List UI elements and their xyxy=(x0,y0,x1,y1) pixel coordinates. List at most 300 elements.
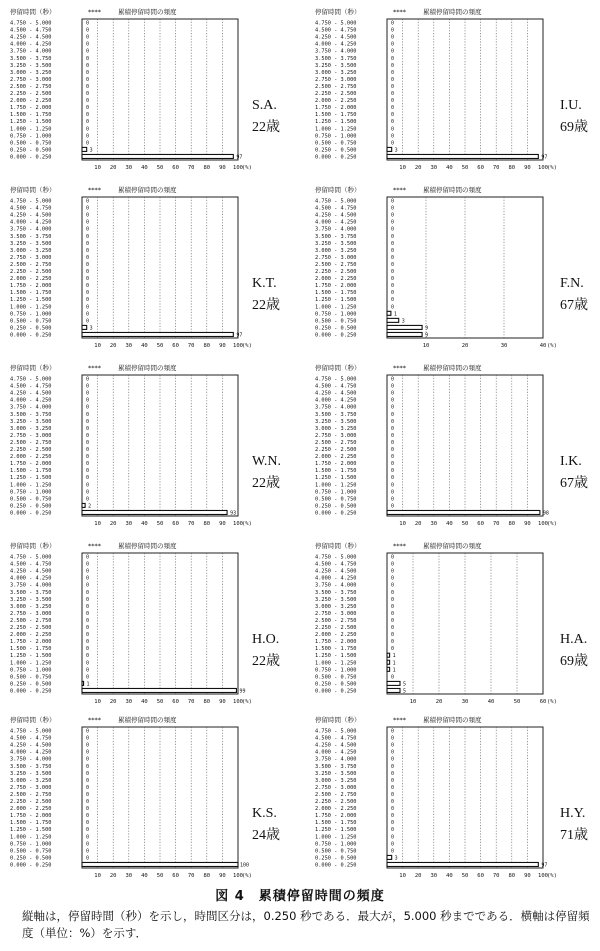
y-tick-label: 2.500 - 2.750 xyxy=(10,261,52,268)
y-tick-label: 4.250 - 4.500 xyxy=(10,34,52,41)
bar-value-label: 0 xyxy=(86,425,90,432)
x-tick-label: 40 xyxy=(446,521,453,527)
y-axis-label: 停留時間（秒） xyxy=(315,186,361,194)
x-unit-label: (%) xyxy=(547,873,557,879)
stars-mark: **** xyxy=(393,186,406,194)
y-tick-label: 0.000 - 0.250 xyxy=(315,862,357,869)
y-tick-label: 3.000 - 3.250 xyxy=(10,69,52,76)
x-tick-label: 90 xyxy=(219,873,226,879)
x-tick-label: 20 xyxy=(461,343,469,349)
dwell-time-chart xyxy=(313,361,600,539)
y-tick-label: 4.500 - 4.750 xyxy=(315,27,357,34)
x-tick-label: 30 xyxy=(461,699,469,705)
subject-label xyxy=(560,95,588,139)
y-tick-label: 1.250 - 1.500 xyxy=(10,475,52,482)
bar-value-label: 0 xyxy=(391,304,395,311)
bar-value-label: 0 xyxy=(391,205,395,212)
x-tick-label: 100 xyxy=(233,699,243,705)
subject-age: 69歳 xyxy=(560,120,588,135)
bar-value-label: 0 xyxy=(86,589,90,596)
bar-value-label: 0 xyxy=(86,27,90,34)
y-tick-label: 2.250 - 2.500 xyxy=(10,625,52,632)
bar-value-label: 5 xyxy=(403,681,407,688)
x-tick-label: 60 xyxy=(539,699,547,705)
bar-value-label: 0 xyxy=(391,425,395,432)
bar-value-label: 0 xyxy=(391,827,395,834)
bar-value-label: 0 xyxy=(391,770,395,777)
y-tick-label: 2.000 - 2.250 xyxy=(10,632,52,639)
bar-value-label: 3 xyxy=(394,855,398,862)
bar-value-label: 0 xyxy=(86,254,90,261)
bar-value-label: 0 xyxy=(86,383,90,390)
bar-value-label: 0 xyxy=(391,119,395,126)
bar-value-label: 97 xyxy=(236,332,243,339)
y-axis-label: 停留時間（秒） xyxy=(315,364,361,372)
bar-value-label: 0 xyxy=(391,41,395,48)
y-tick-label: 0.000 - 0.250 xyxy=(10,688,52,695)
y-tick-label: 1.750 - 2.000 xyxy=(315,105,357,112)
y-tick-label: 4.000 - 4.250 xyxy=(315,397,357,404)
y-tick-label: 2.000 - 2.250 xyxy=(10,98,52,105)
x-tick-label: 90 xyxy=(219,699,226,705)
x-tick-label: 60 xyxy=(172,521,179,527)
x-tick-label: 10 xyxy=(94,521,101,527)
bar xyxy=(82,862,238,866)
stars-mark: **** xyxy=(393,542,406,550)
bar-value-label: 97 xyxy=(236,154,243,161)
x-tick-label: 100 xyxy=(233,521,243,527)
bar-value-label: 0 xyxy=(391,212,395,219)
bar-value-label: 0 xyxy=(391,646,395,653)
bar-value-label: 0 xyxy=(391,83,395,90)
bar-value-label: 0 xyxy=(391,791,395,798)
bar-value-label: 0 xyxy=(391,133,395,140)
bar-value-label: 0 xyxy=(391,639,395,646)
y-tick-label: 0.500 - 0.750 xyxy=(315,848,357,855)
bar-value-label: 0 xyxy=(391,777,395,784)
y-tick-label: 3.750 - 4.000 xyxy=(10,404,52,411)
bar-value-label: 0 xyxy=(86,98,90,105)
bar-value-label: 0 xyxy=(86,596,90,603)
x-tick-label: 60 xyxy=(172,873,179,879)
bar-value-label: 0 xyxy=(391,763,395,770)
stars-mark: **** xyxy=(88,542,101,550)
chart-panel-10 xyxy=(313,713,600,891)
y-tick-label: 2.250 - 2.500 xyxy=(315,625,357,632)
stars-mark: **** xyxy=(88,716,101,724)
y-tick-label: 1.750 - 2.000 xyxy=(315,813,357,820)
y-tick-label: 3.500 - 3.750 xyxy=(10,55,52,62)
x-tick-label: 40 xyxy=(446,165,453,171)
bar-value-label: 0 xyxy=(86,20,90,27)
subject-name: F.N. xyxy=(560,276,584,291)
x-tick-label: 60 xyxy=(172,165,179,171)
bar-value-label: 0 xyxy=(391,254,395,261)
y-tick-label: 2.250 - 2.500 xyxy=(10,269,52,276)
y-tick-label: 1.500 - 1.750 xyxy=(10,290,52,297)
y-axis-label: 停留時間（秒） xyxy=(10,542,56,550)
bar-value-label: 98 xyxy=(542,510,549,517)
chart-panel-5 xyxy=(8,361,298,539)
y-tick-label: 1.000 - 1.250 xyxy=(315,304,357,311)
subject-label xyxy=(560,273,588,317)
y-tick-label: 2.750 - 3.000 xyxy=(10,76,52,83)
y-tick-label: 0.000 - 0.250 xyxy=(10,154,52,161)
y-tick-label: 0.500 - 0.750 xyxy=(315,674,357,681)
bar-value-label: 0 xyxy=(86,269,90,276)
y-tick-label: 0.750 - 1.000 xyxy=(315,489,357,496)
chart-panel-8 xyxy=(313,539,600,717)
x-unit-label: (%) xyxy=(242,699,252,705)
y-tick-label: 4.000 - 4.250 xyxy=(315,749,357,756)
x-tick-label: 50 xyxy=(156,343,164,349)
bar xyxy=(387,855,392,859)
y-tick-label: 0.000 - 0.250 xyxy=(10,862,52,869)
bar-value-label: 0 xyxy=(86,791,90,798)
x-tick-label: 30 xyxy=(125,343,133,349)
y-tick-label: 1.750 - 2.000 xyxy=(10,813,52,820)
x-tick-label: 50 xyxy=(156,521,164,527)
bar xyxy=(82,147,87,151)
x-tick-label: 10 xyxy=(94,873,101,879)
stars-mark: **** xyxy=(88,186,101,194)
subject-age: 24歳 xyxy=(252,828,280,843)
x-tick-label: 40 xyxy=(539,343,547,349)
y-tick-label: 0.250 - 0.500 xyxy=(10,147,52,154)
bar-value-label: 0 xyxy=(391,261,395,268)
y-tick-label: 4.750 - 5.000 xyxy=(315,554,357,561)
y-tick-label: 3.500 - 3.750 xyxy=(315,233,357,240)
y-tick-label: 2.750 - 3.000 xyxy=(315,76,357,83)
bar xyxy=(387,325,422,329)
y-tick-label: 2.750 - 3.000 xyxy=(10,432,52,439)
bar-value-label: 99 xyxy=(239,688,246,695)
bar-value-label: 0 xyxy=(391,269,395,276)
bar-value-label: 0 xyxy=(391,820,395,827)
bar xyxy=(387,681,400,685)
bar-value-label: 0 xyxy=(86,198,90,205)
y-tick-label: 3.500 - 3.750 xyxy=(315,55,357,62)
bar-value-label: 0 xyxy=(391,447,395,454)
bar xyxy=(82,510,227,514)
y-tick-label: 4.250 - 4.500 xyxy=(315,568,357,575)
subject-name: S.A. xyxy=(252,98,277,113)
x-tick-label: 90 xyxy=(219,165,226,171)
y-tick-label: 2.500 - 2.750 xyxy=(10,83,52,90)
y-tick-label: 1.000 - 1.250 xyxy=(10,126,52,133)
y-tick-label: 0.750 - 1.000 xyxy=(315,667,357,674)
y-tick-label: 1.000 - 1.250 xyxy=(315,482,357,489)
x-tick-label: 40 xyxy=(141,699,148,705)
y-axis-label: 停留時間（秒） xyxy=(315,542,361,550)
bar-value-label: 0 xyxy=(86,397,90,404)
chart-panel-3 xyxy=(8,183,298,361)
y-tick-label: 3.250 - 3.500 xyxy=(10,418,52,425)
y-tick-label: 1.000 - 1.250 xyxy=(315,126,357,133)
y-tick-label: 1.250 - 1.500 xyxy=(315,119,357,126)
chart-title: 累積停留時間の頻度 xyxy=(118,716,177,724)
bar-value-label: 0 xyxy=(391,603,395,610)
y-tick-label: 3.500 - 3.750 xyxy=(315,763,357,770)
y-tick-label: 1.250 - 1.500 xyxy=(10,653,52,660)
bar-value-label: 0 xyxy=(86,112,90,119)
bar-value-label: 0 xyxy=(86,482,90,489)
y-tick-label: 1.500 - 1.750 xyxy=(315,820,357,827)
y-tick-label: 4.500 - 4.750 xyxy=(10,561,52,568)
x-unit-label: (%) xyxy=(547,165,557,171)
bar xyxy=(387,332,422,336)
y-tick-label: 1.250 - 1.500 xyxy=(10,827,52,834)
bar xyxy=(387,660,390,664)
y-axis-label: 停留時間（秒） xyxy=(10,364,56,372)
bar-value-label: 0 xyxy=(86,813,90,820)
x-unit-label: (%) xyxy=(242,165,252,171)
x-tick-label: 40 xyxy=(446,873,453,879)
bar-value-label: 0 xyxy=(86,83,90,90)
y-tick-label: 4.750 - 5.000 xyxy=(10,554,52,561)
y-tick-label: 2.250 - 2.500 xyxy=(315,269,357,276)
x-tick-label: 90 xyxy=(524,165,531,171)
bar xyxy=(387,147,392,151)
y-tick-label: 2.250 - 2.500 xyxy=(10,91,52,98)
bar-value-label: 0 xyxy=(86,841,90,848)
x-tick-label: 40 xyxy=(141,165,148,171)
y-tick-label: 1.750 - 2.000 xyxy=(10,461,52,468)
subject-label xyxy=(252,803,280,847)
bar xyxy=(82,154,233,158)
bar-value-label: 0 xyxy=(391,617,395,624)
bar-value-label: 0 xyxy=(86,568,90,575)
y-tick-label: 4.750 - 5.000 xyxy=(10,376,52,383)
dwell-time-chart xyxy=(313,539,600,717)
bar-value-label: 0 xyxy=(86,770,90,777)
y-tick-label: 4.500 - 4.750 xyxy=(10,383,52,390)
y-tick-label: 3.000 - 3.250 xyxy=(315,247,357,254)
bar-value-label: 0 xyxy=(391,461,395,468)
dwell-time-chart xyxy=(8,183,298,361)
bar-value-label: 1 xyxy=(392,667,396,674)
bar-value-label: 0 xyxy=(86,561,90,568)
chart-title: 累積停留時間の頻度 xyxy=(423,364,482,372)
bar xyxy=(387,510,540,514)
bar-value-label: 0 xyxy=(391,76,395,83)
y-tick-label: 2.250 - 2.500 xyxy=(10,447,52,454)
bar-value-label: 0 xyxy=(391,482,395,489)
bar-value-label: 0 xyxy=(391,297,395,304)
x-tick-label: 70 xyxy=(187,521,195,527)
y-tick-label: 2.000 - 2.250 xyxy=(315,98,357,105)
bar xyxy=(82,325,87,329)
subject-name: H.A. xyxy=(560,632,588,647)
y-tick-label: 0.000 - 0.250 xyxy=(315,332,357,339)
bar-value-label: 0 xyxy=(391,496,395,503)
bar-value-label: 0 xyxy=(86,834,90,841)
y-tick-label: 4.250 - 4.500 xyxy=(10,212,52,219)
x-tick-label: 60 xyxy=(172,343,179,349)
y-tick-label: 4.750 - 5.000 xyxy=(315,728,357,735)
bar-value-label: 0 xyxy=(86,763,90,770)
x-tick-label: 50 xyxy=(461,873,469,879)
x-unit-label: (%) xyxy=(547,343,557,349)
y-tick-label: 4.500 - 4.750 xyxy=(10,27,52,34)
bar xyxy=(82,503,85,507)
bar-value-label: 0 xyxy=(86,728,90,735)
bar-value-label: 0 xyxy=(391,20,395,27)
subject-label xyxy=(560,803,588,847)
bar-value-label: 0 xyxy=(391,34,395,41)
bar xyxy=(387,311,391,315)
bar-value-label: 0 xyxy=(86,69,90,76)
x-tick-label: 100 xyxy=(233,343,243,349)
bar-value-label: 0 xyxy=(86,62,90,69)
x-tick-label: 80 xyxy=(203,165,211,171)
bar-value-label: 0 xyxy=(86,297,90,304)
dwell-time-chart xyxy=(313,183,600,361)
bar-value-label: 0 xyxy=(86,749,90,756)
bar-value-label: 0 xyxy=(86,777,90,784)
x-tick-label: 40 xyxy=(487,699,495,705)
x-tick-label: 30 xyxy=(430,521,438,527)
y-tick-label: 0.750 - 1.000 xyxy=(315,841,357,848)
x-tick-label: 20 xyxy=(109,165,117,171)
x-tick-label: 20 xyxy=(109,699,117,705)
y-tick-label: 0.000 - 0.250 xyxy=(10,510,52,517)
y-tick-label: 4.750 - 5.000 xyxy=(315,376,357,383)
bar-value-label: 0 xyxy=(86,575,90,582)
y-tick-label: 0.250 - 0.500 xyxy=(315,855,357,862)
x-tick-label: 20 xyxy=(109,343,117,349)
bar-value-label: 0 xyxy=(86,318,90,325)
bar-value-label: 0 xyxy=(86,610,90,617)
y-tick-label: 2.750 - 3.000 xyxy=(10,254,52,261)
x-tick-label: 50 xyxy=(156,699,164,705)
y-tick-label: 3.750 - 4.000 xyxy=(10,756,52,763)
y-tick-label: 1.500 - 1.750 xyxy=(315,468,357,475)
bar-value-label: 0 xyxy=(391,411,395,418)
y-tick-label: 1.000 - 1.250 xyxy=(315,660,357,667)
chart-panel-2 xyxy=(313,5,600,183)
chart-title: 累積停留時間の頻度 xyxy=(118,364,177,372)
y-tick-label: 4.250 - 4.500 xyxy=(315,212,357,219)
y-tick-label: 2.750 - 3.000 xyxy=(10,610,52,617)
x-tick-label: 80 xyxy=(203,343,211,349)
y-tick-label: 1.750 - 2.000 xyxy=(315,461,357,468)
y-tick-label: 4.750 - 5.000 xyxy=(315,20,357,27)
x-tick-label: 10 xyxy=(399,873,406,879)
bar-value-label: 0 xyxy=(86,496,90,503)
stars-mark: **** xyxy=(393,364,406,372)
x-tick-label: 70 xyxy=(187,699,195,705)
bar xyxy=(82,681,84,685)
subject-age: 67歳 xyxy=(560,476,588,491)
bar-value-label: 0 xyxy=(86,283,90,290)
x-tick-label: 70 xyxy=(187,873,195,879)
y-tick-label: 3.750 - 4.000 xyxy=(315,226,357,233)
bar-value-label: 0 xyxy=(391,55,395,62)
bar-value-label: 0 xyxy=(86,212,90,219)
y-tick-label: 1.250 - 1.500 xyxy=(10,297,52,304)
bar-value-label: 93 xyxy=(230,510,237,517)
bar-value-label: 100 xyxy=(240,862,250,869)
bar-value-label: 0 xyxy=(391,489,395,496)
bar-value-label: 0 xyxy=(86,304,90,311)
bar-value-label: 0 xyxy=(391,69,395,76)
bar-value-label: 0 xyxy=(391,397,395,404)
bar-value-label: 0 xyxy=(391,383,395,390)
subject-label xyxy=(252,95,280,139)
y-tick-label: 0.000 - 0.250 xyxy=(315,688,357,695)
y-tick-label: 2.000 - 2.250 xyxy=(315,806,357,813)
y-tick-label: 3.000 - 3.250 xyxy=(10,603,52,610)
x-tick-label: 40 xyxy=(141,343,148,349)
bar-value-label: 0 xyxy=(391,582,395,589)
x-tick-label: 60 xyxy=(477,165,484,171)
bar-value-label: 0 xyxy=(391,454,395,461)
y-tick-label: 2.750 - 3.000 xyxy=(315,432,357,439)
x-tick-label: 50 xyxy=(156,165,164,171)
dwell-time-chart xyxy=(8,361,298,539)
chart-panel-9 xyxy=(8,713,298,891)
y-axis-label: 停留時間（秒） xyxy=(315,716,361,724)
bar-value-label: 0 xyxy=(86,41,90,48)
x-tick-label: 80 xyxy=(508,165,516,171)
x-tick-label: 90 xyxy=(219,521,226,527)
y-tick-label: 3.250 - 3.500 xyxy=(10,770,52,777)
y-tick-label: 0.500 - 0.750 xyxy=(10,318,52,325)
y-tick-label: 0.500 - 0.750 xyxy=(10,140,52,147)
dwell-time-chart xyxy=(8,713,298,891)
y-tick-label: 3.000 - 3.250 xyxy=(315,69,357,76)
bar-value-label: 0 xyxy=(86,660,90,667)
bar-value-label: 0 xyxy=(86,653,90,660)
y-tick-label: 2.500 - 2.750 xyxy=(315,791,357,798)
y-tick-label: 4.250 - 4.500 xyxy=(315,390,357,397)
y-tick-label: 1.250 - 1.500 xyxy=(315,475,357,482)
x-tick-label: 30 xyxy=(430,873,438,879)
y-tick-label: 3.250 - 3.500 xyxy=(315,596,357,603)
subject-name: H.O. xyxy=(252,632,280,647)
bar-value-label: 0 xyxy=(391,503,395,510)
x-tick-label: 80 xyxy=(203,521,211,527)
bar-value-label: 1 xyxy=(392,653,396,660)
bar-value-label: 0 xyxy=(391,468,395,475)
y-tick-label: 0.750 - 1.000 xyxy=(315,133,357,140)
subject-label xyxy=(252,273,280,317)
bar-value-label: 0 xyxy=(86,418,90,425)
x-tick-label: 100 xyxy=(538,165,548,171)
bar-value-label: 97 xyxy=(541,154,548,161)
bar xyxy=(387,154,538,158)
subject-age: 22歳 xyxy=(252,476,280,491)
bar-value-label: 5 xyxy=(403,688,407,695)
y-tick-label: 3.250 - 3.500 xyxy=(10,596,52,603)
bar-value-label: 0 xyxy=(391,27,395,34)
x-tick-label: 20 xyxy=(414,873,422,879)
bar-value-label: 0 xyxy=(86,617,90,624)
y-tick-label: 4.500 - 4.750 xyxy=(10,735,52,742)
bar xyxy=(82,688,236,692)
stars-mark: **** xyxy=(393,716,406,724)
bar-value-label: 0 xyxy=(86,432,90,439)
bar-value-label: 0 xyxy=(86,735,90,742)
y-tick-label: 1.500 - 1.750 xyxy=(315,112,357,119)
bar-value-label: 3 xyxy=(89,325,93,332)
y-tick-label: 0.500 - 0.750 xyxy=(315,318,357,325)
y-tick-label: 4.000 - 4.250 xyxy=(10,41,52,48)
y-tick-label: 3.500 - 3.750 xyxy=(10,763,52,770)
bar-value-label: 0 xyxy=(391,276,395,283)
bar-value-label: 0 xyxy=(86,461,90,468)
